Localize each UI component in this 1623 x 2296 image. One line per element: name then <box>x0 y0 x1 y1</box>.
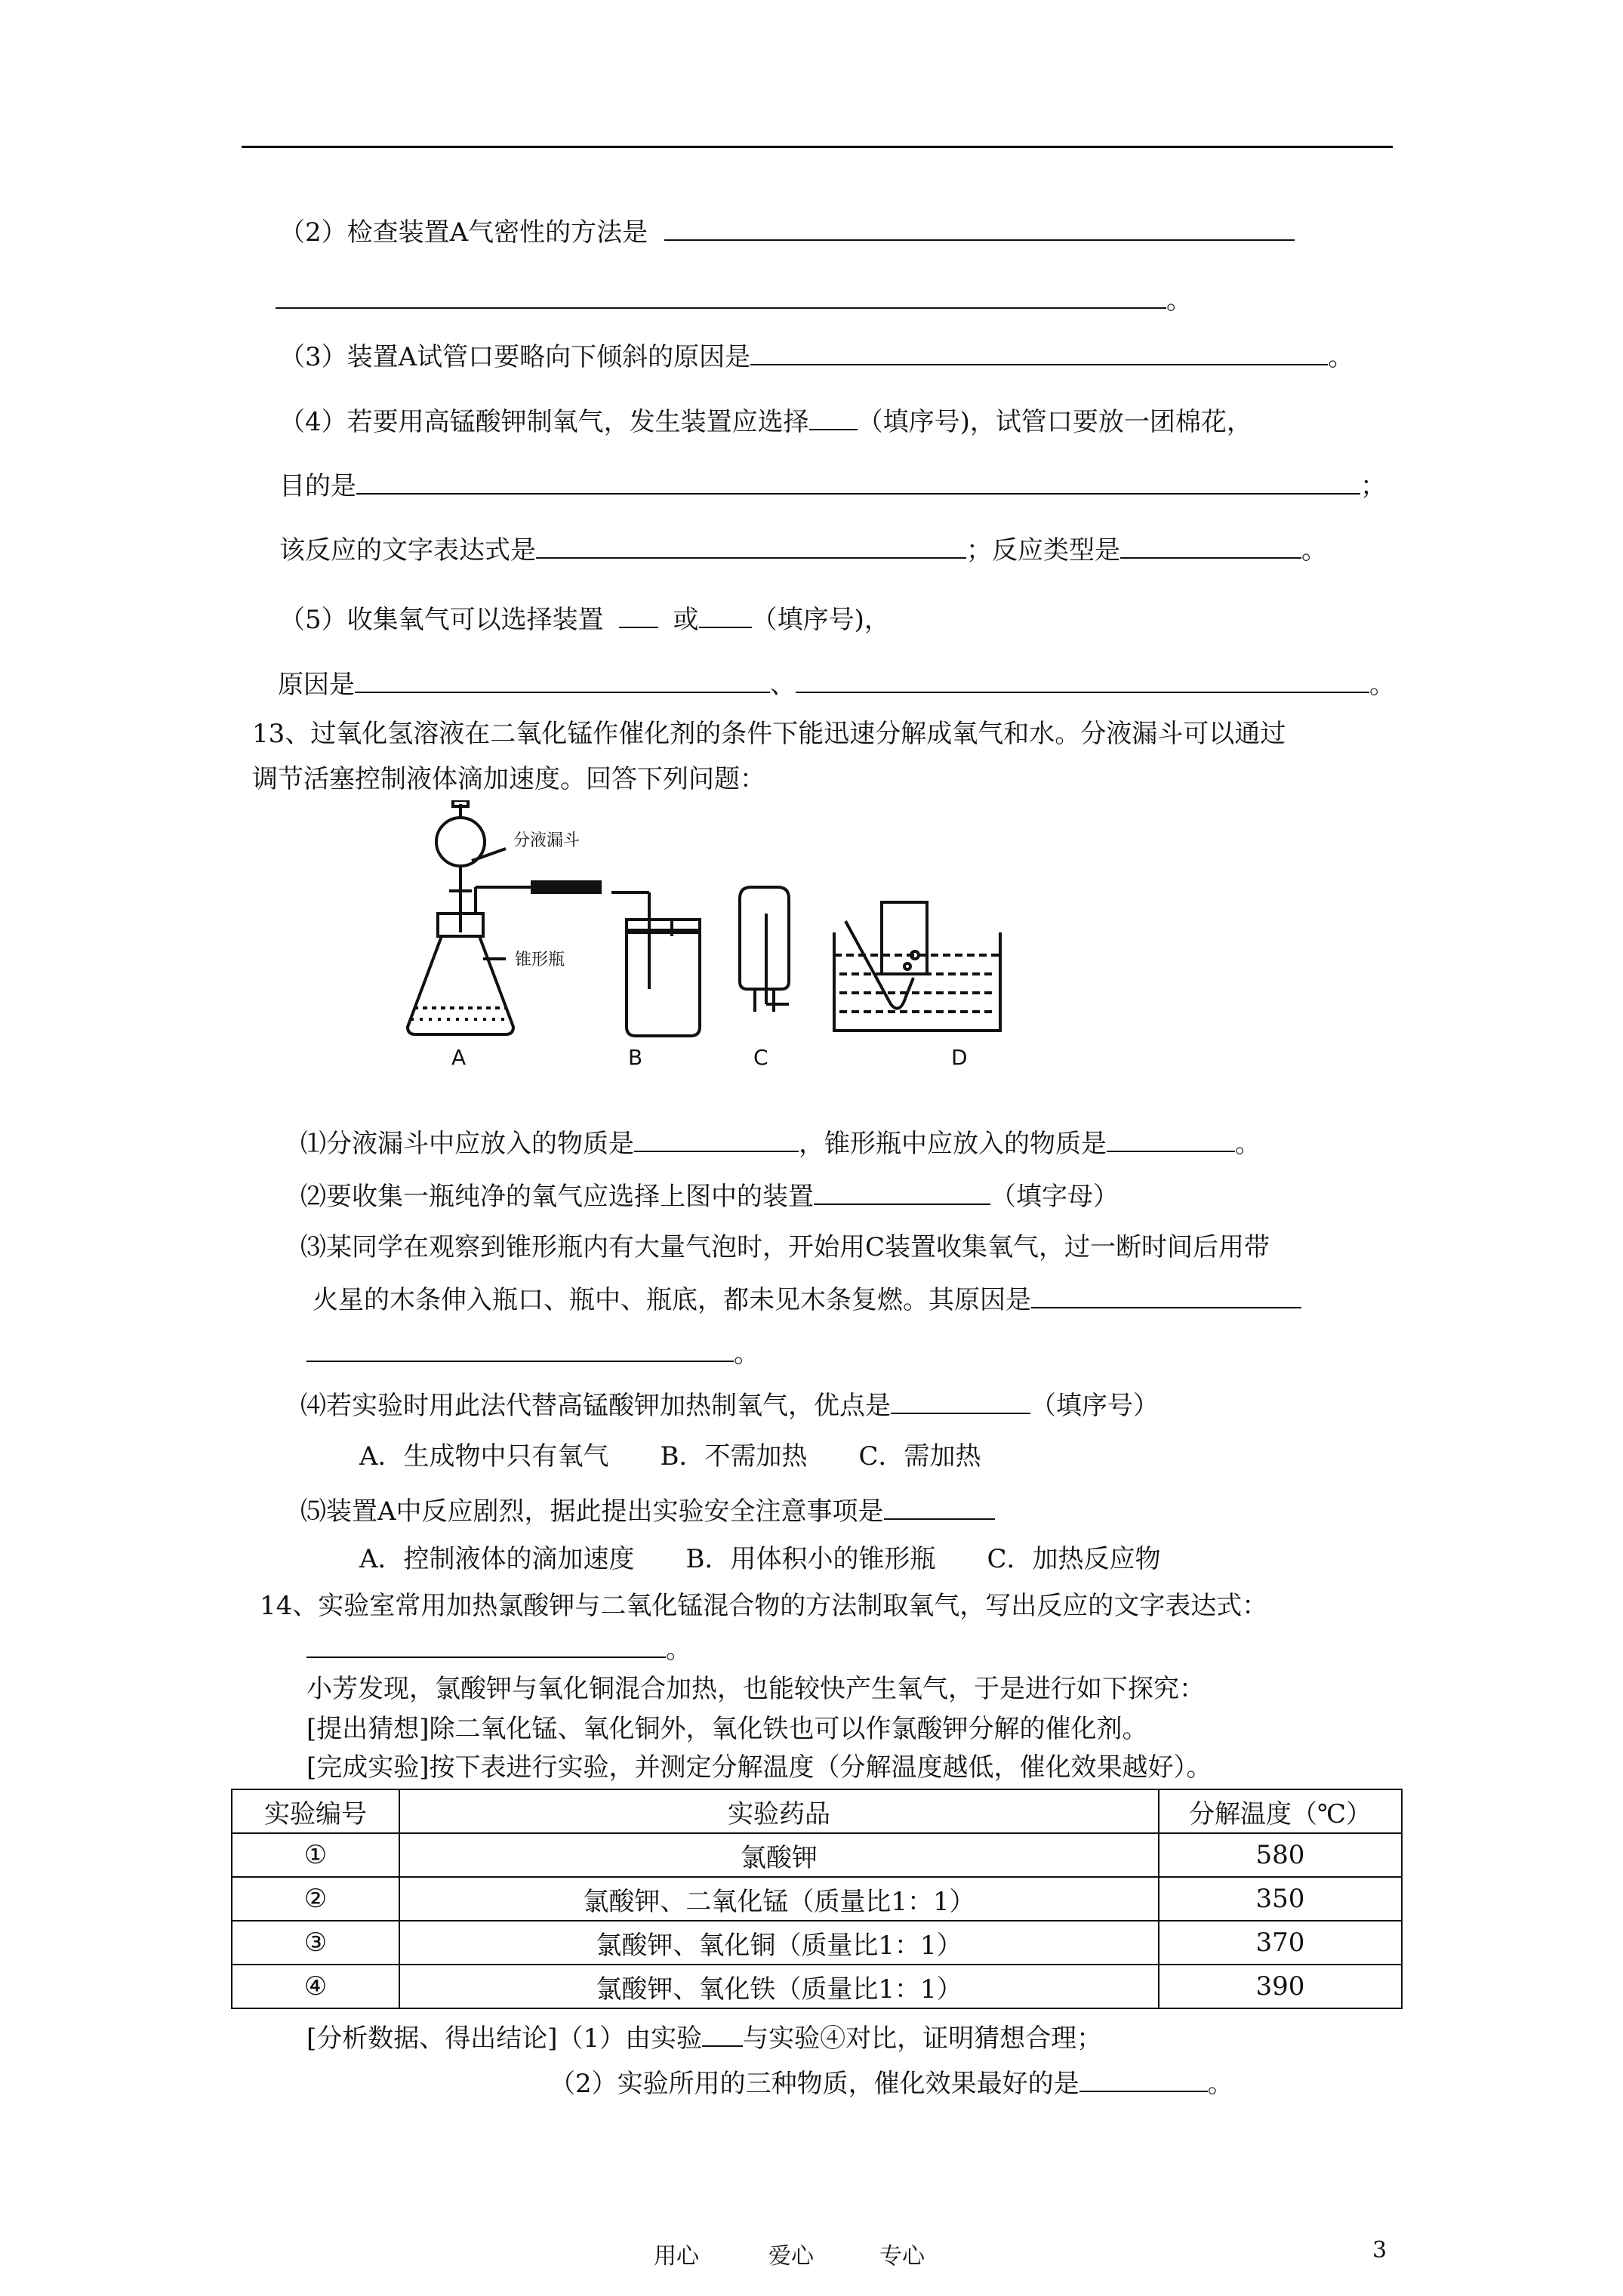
q13-intro-line2: 调节活塞控制液体滴加速度。回答下列问题： <box>252 764 765 794</box>
apparatus-b-bottle <box>611 892 700 1036</box>
answer-blank[interactable] <box>619 601 658 628</box>
q14-intro-line1-cont: 。 <box>306 1631 691 1666</box>
answer-blank[interactable] <box>276 282 1166 309</box>
q12-part4-line1: （4）若要用高锰酸钾制氧气，发生装置应选择 （填序号)，试管口要放一团棉花， <box>279 403 1252 439</box>
table-header: 实验编号 <box>232 1789 399 1833</box>
letter-c: C <box>753 1045 768 1070</box>
q13-sub5-options: A．控制液体的滴加速度 B．用体积小的锥形瓶 C．加热反应物 <box>359 1544 1161 1574</box>
answer-blank[interactable] <box>1079 2065 1208 2092</box>
q13-sub3-line1: ⑶某同学在观察到锥形瓶内有大量气泡时，开始用C装置收集氧气，过一断时间后用带 <box>300 1232 1270 1262</box>
footer-right: 专心 <box>879 2243 925 2270</box>
label-flask: 锥形瓶 <box>515 951 565 969</box>
answer-blank[interactable] <box>306 1631 666 1658</box>
answer-blank[interactable] <box>634 1125 799 1152</box>
table-cell: 370 <box>1159 1921 1402 1965</box>
q12-part4-line2: 目的是 ； <box>279 467 1386 503</box>
table-cell: 氯酸钾、氧化铁（质量比1：1） <box>399 1965 1159 2008</box>
q13-sub2: ⑵要收集一瓶纯净的氧气应选择上图中的装置 （填字母） <box>300 1178 1119 1213</box>
q13-intro-line1: 13、过氧化氢溶液在二氧化锰作催化剂的条件下能迅速分解成氧气和水。分液漏斗可以通过 <box>252 719 1286 749</box>
q12-part5-line1: （5）收集氧气可以选择装置 或 （填序号)， <box>279 601 890 636</box>
header-rule <box>242 146 1393 148</box>
table-cell: ④ <box>232 1965 399 2008</box>
q13-sub5: ⑸装置A中反应剧烈，据此提出实验安全注意事项是 <box>300 1493 995 1528</box>
q14-line2: 小芳发现，氯酸钾与氧化铜混合加热，也能较快产生氧气，于是进行如下探究： <box>306 1674 1205 1704</box>
q13-sub1: ⑴分液漏斗中应放入的物质是 ，锥形瓶中应放入的物质是 。 <box>300 1125 1261 1160</box>
experiment-table <box>231 1789 1403 2009</box>
q14-analysis-2: （2）实验所用的三种物质，催化效果最好的是 。 <box>550 2065 1233 2100</box>
q14-intro-line1: 14、实验室常用加热氯酸钾与二氧化锰混合物的方法制取氧气，写出反应的文字表达式： <box>260 1591 1268 1621</box>
table-header: 实验药品 <box>399 1789 1159 1833</box>
answer-blank[interactable] <box>1107 1125 1235 1152</box>
table-cell: ① <box>232 1833 399 1877</box>
answer-blank[interactable] <box>702 2020 743 2047</box>
answer-blank[interactable] <box>814 1178 990 1205</box>
q14-analysis-1: [分析数据、得出结论]（1）由实验 与实验④对比，证明猜想合理； <box>306 2020 1102 2055</box>
label-funnel: 分液漏斗 <box>513 831 581 850</box>
table-header-row <box>232 1789 1402 1833</box>
answer-blank[interactable] <box>306 1335 734 1362</box>
q12-part3: （3）装置A试管口要略向下倾斜的原因是 。 <box>279 338 1354 374</box>
page-number: 3 <box>1372 2237 1387 2264</box>
q12-part2-cont: 。 <box>276 282 1192 317</box>
table-cell: 390 <box>1159 1965 1402 2008</box>
table-row <box>232 1877 1402 1921</box>
q12-part4-line3: 该反应的文字表达式是 ；反应类型是 。 <box>279 532 1327 567</box>
apparatus-d-trough <box>834 902 1000 1031</box>
answer-blank[interactable] <box>796 666 1369 693</box>
table-cell: ② <box>232 1877 399 1921</box>
q13-sub3-line3: 。 <box>306 1335 759 1370</box>
table-cell: 氯酸钾、二氧化锰（质量比1：1） <box>399 1877 1159 1921</box>
answer-blank[interactable] <box>355 666 770 693</box>
table-header: 分解温度（℃） <box>1159 1789 1402 1833</box>
letter-a: A <box>451 1045 467 1070</box>
answer-blank[interactable] <box>750 338 1328 365</box>
q14-line3: [提出猜想]除二氧化锰、氧化铜外，氧化铁也可以作氯酸钾分解的催化剂。 <box>306 1714 1148 1744</box>
answer-blank[interactable] <box>536 532 966 559</box>
table-row <box>232 1965 1402 2008</box>
answer-blank[interactable] <box>699 601 752 628</box>
answer-blank[interactable] <box>809 403 858 430</box>
table-cell: 350 <box>1159 1877 1402 1921</box>
answer-blank[interactable] <box>884 1493 995 1520</box>
letter-d: D <box>951 1045 968 1070</box>
answer-blank[interactable] <box>1120 532 1301 559</box>
apparatus-figure <box>393 800 1087 1072</box>
table-cell: ③ <box>232 1921 399 1965</box>
table-cell: 氯酸钾 <box>399 1833 1159 1877</box>
q14-line4: [完成实验]按下表进行实验，并测定分解温度（分解温度越低，催化效果越好）。 <box>306 1752 1212 1783</box>
footer-left: 用心 <box>654 2243 699 2270</box>
table-row <box>232 1833 1402 1877</box>
q12-part2: （2）检查装置A气密性的方法是 <box>279 214 1295 249</box>
table-row <box>232 1921 1402 1965</box>
q13-sub3-line2: 火星的木条伸入瓶口、瓶中、瓶底，都未见木条复燃。其原因是 <box>313 1281 1301 1317</box>
apparatus-c-bottle <box>740 887 789 1012</box>
letter-b: B <box>628 1045 643 1070</box>
q12-part5-line2: 原因是 、 。 <box>278 666 1395 701</box>
footer-mid: 爱心 <box>768 2243 814 2270</box>
q13-sub4-options: A．生成物中只有氧气 B．不需加热 C．需加热 <box>359 1441 981 1472</box>
answer-blank[interactable] <box>356 467 1360 495</box>
table-cell: 580 <box>1159 1833 1402 1877</box>
answer-blank[interactable] <box>891 1387 1030 1414</box>
answer-blank[interactable] <box>1031 1281 1301 1308</box>
table-cell: 氯酸钾、氧化铜（质量比1：1） <box>399 1921 1159 1965</box>
q13-sub4: ⑷若实验时用此法代替高锰酸钾加热制氧气，优点是 （填序号） <box>300 1387 1159 1422</box>
answer-blank[interactable] <box>664 214 1295 241</box>
